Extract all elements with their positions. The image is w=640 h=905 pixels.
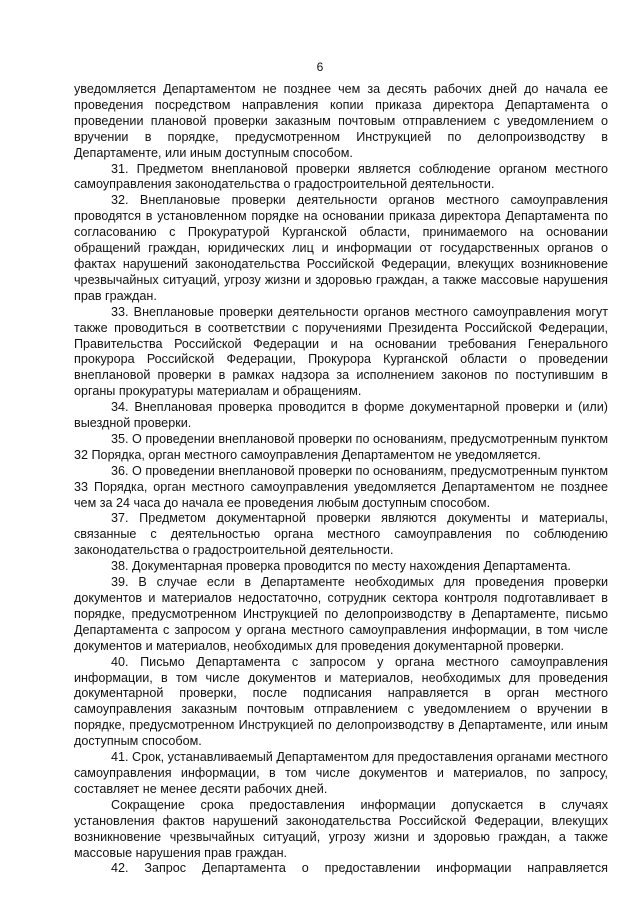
paragraph-36: 36. О проведении внеплановой проверки по основаниям, предусмотренным пунктом 33 Порядка, орган местного самоуправления уведомляется Департаментом не позднее чем за 24 часа до начала ее проведения любым доступным способом. — [74, 463, 608, 510]
paragraph-41: 41. Срок, устанавливаемый Департаментом для предоставления органами местного самоуправления информации, в том числе документов и материалов, по запросу, составляет не менее десяти рабочих дней. — [74, 750, 608, 796]
page-number: 6 — [316, 60, 324, 74]
paragraph-41-note: Сокращение срока предоставления информации допускается в случаях установления фактов нарушений законодательства Российской Федерации, влекущих возникновение чрезвычайных ситуаций, угрозу жизни и здоровью граждан, а также массовые нарушения прав граждан. — [74, 797, 608, 860]
paragraph-continuation: уведомляется Департаментом не позднее чем за десять рабочих дней до начала ее проведения посредством направления копии приказа директора Департамента о проведении плановой проверки заказным почтовым отправлением с уведомлением о вручении в порядке, предусмотренном Инструкцией по делопроизводству в Департаменте, или иным доступным способом. — [74, 82, 608, 160]
paragraph-39: 39. В случае если в Департаменте необходимых для проведения проверки документов и материалов недостаточно, сотрудник сектора контроля подготавливает в порядке, предусмотренном Инструкцией по делопроизводству в Департаменте, письмо Департамента с запросом у органа местного самоуправления информации, в том числе документов и материалов, необходимых для проведения документарной проверки. — [74, 575, 608, 653]
paragraph-32: 32. Внеплановые проверки деятельности органов местного самоуправления проводятся в установленном порядке на основании приказа директора Департамента по согласованию с Прокуратурой Курганской области, принимаемого на основании обращений граждан, юридических лиц и информации от государственных органов о фактах нарушений законодательства Российской Федерации, влекущих возникновение чрезвычайных ситуаций, угрозу жизни и здоровью граждан, а также массовые нарушения прав граждан. — [74, 193, 608, 303]
paragraph-38: 38. Документарная проверка проводится по месту нахождения Департамента. — [111, 559, 571, 574]
paragraph-35: 35. О проведении внеплановой проверки по основаниям, предусмотренным пунктом 32 Порядка, орган местного самоуправления Департаментом не уведомляется. — [74, 431, 608, 462]
paragraph-34: 34. Внеплановая проверка проводится в форме документарной проверки и (или) выездной проверки. — [74, 400, 608, 431]
paragraph-37: 37. Предметом документарной проверки являются документы и материалы, связанные с деятельностью органа местного самоуправления по соблюдению законодательства о градостроительной деятельности. — [74, 511, 608, 558]
paragraph-42: 42. Запрос Департамента о предоставлении информации направляется — [111, 861, 608, 876]
paragraph-33: 33. Внеплановые проверки деятельности органов местного самоуправления могут также проводиться в соответствии с поручениями Президента Российской Федерации, Правительства Российской Федерации и на основании требования Генерального прокурора Российской Федерации, Прокурора Курганской области о проведении внеплановой проверки в рамках надзора за исполнением законов по поступившим в органы прокуратуры материалам и обращениям. — [74, 304, 608, 399]
paragraph-31: 31. Предметом внеплановой проверки является соблюдение органом местного самоуправления законодательства о градостроительной деятельности. — [74, 161, 608, 192]
document-body — [74, 82, 608, 877]
paragraph-40: 40. Письмо Департамента с запросом у органа местного самоуправления информации, в том числе документов и материалов, необходимых для проведения документарной проверки, после подписания направляется в орган местного самоуправления заказным почтовым отправлением с уведомлением о вручении в порядке, предусмотренном Инструкцией по делопроизводству в Департаменте, или иным доступным способом. — [74, 654, 608, 749]
